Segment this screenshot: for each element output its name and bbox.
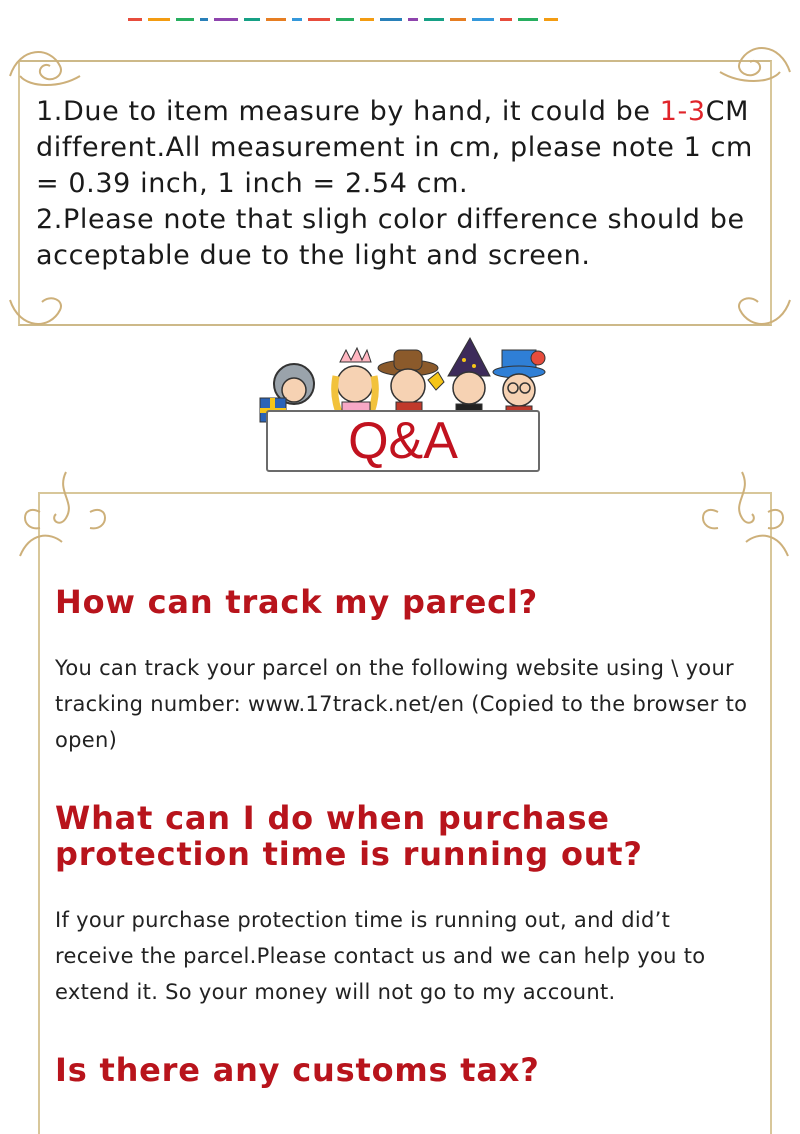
decorative-dash-bar [128, 18, 598, 24]
note-color: 2.Please note that sligh color difference should be acceptable due to the light and screen. [36, 204, 745, 271]
note-measurement: 1.Due to item measure by hand, it could be 1-3CM different.All measurement in cm, please note 1 cm = 0.39 inch, 1 inch = 2.54 cm. [36, 96, 753, 199]
flourish-ornament-icon [0, 36, 90, 96]
flourish-ornament-icon [710, 32, 800, 92]
faq-answer: You can track your parcel on the following website using \ your tracking number: www.17track.net/en (Copied to the browser to open) [55, 656, 748, 752]
faq-question: How can track my parecl? [55, 583, 539, 621]
flourish-ornament-icon [10, 462, 120, 562]
faq-answer: If your purchase protection time is running out, and did’t receive the parcel.Please contact us and we can help you to extend it. So your money will not go to my account. [55, 908, 706, 1004]
measurement-range: 1-3 [659, 96, 706, 127]
qa-sign [266, 410, 540, 472]
qa-banner [258, 336, 548, 472]
flourish-ornament-icon [710, 290, 800, 340]
faq-question: What can I do when purchase protection time is running out? [55, 799, 643, 873]
measurement-notes [36, 94, 778, 274]
qa-title: Q&A [348, 412, 458, 470]
flourish-ornament-icon [0, 290, 90, 340]
flourish-ornament-icon [688, 462, 798, 562]
faq-question: Is there any customs tax? [55, 1051, 540, 1089]
